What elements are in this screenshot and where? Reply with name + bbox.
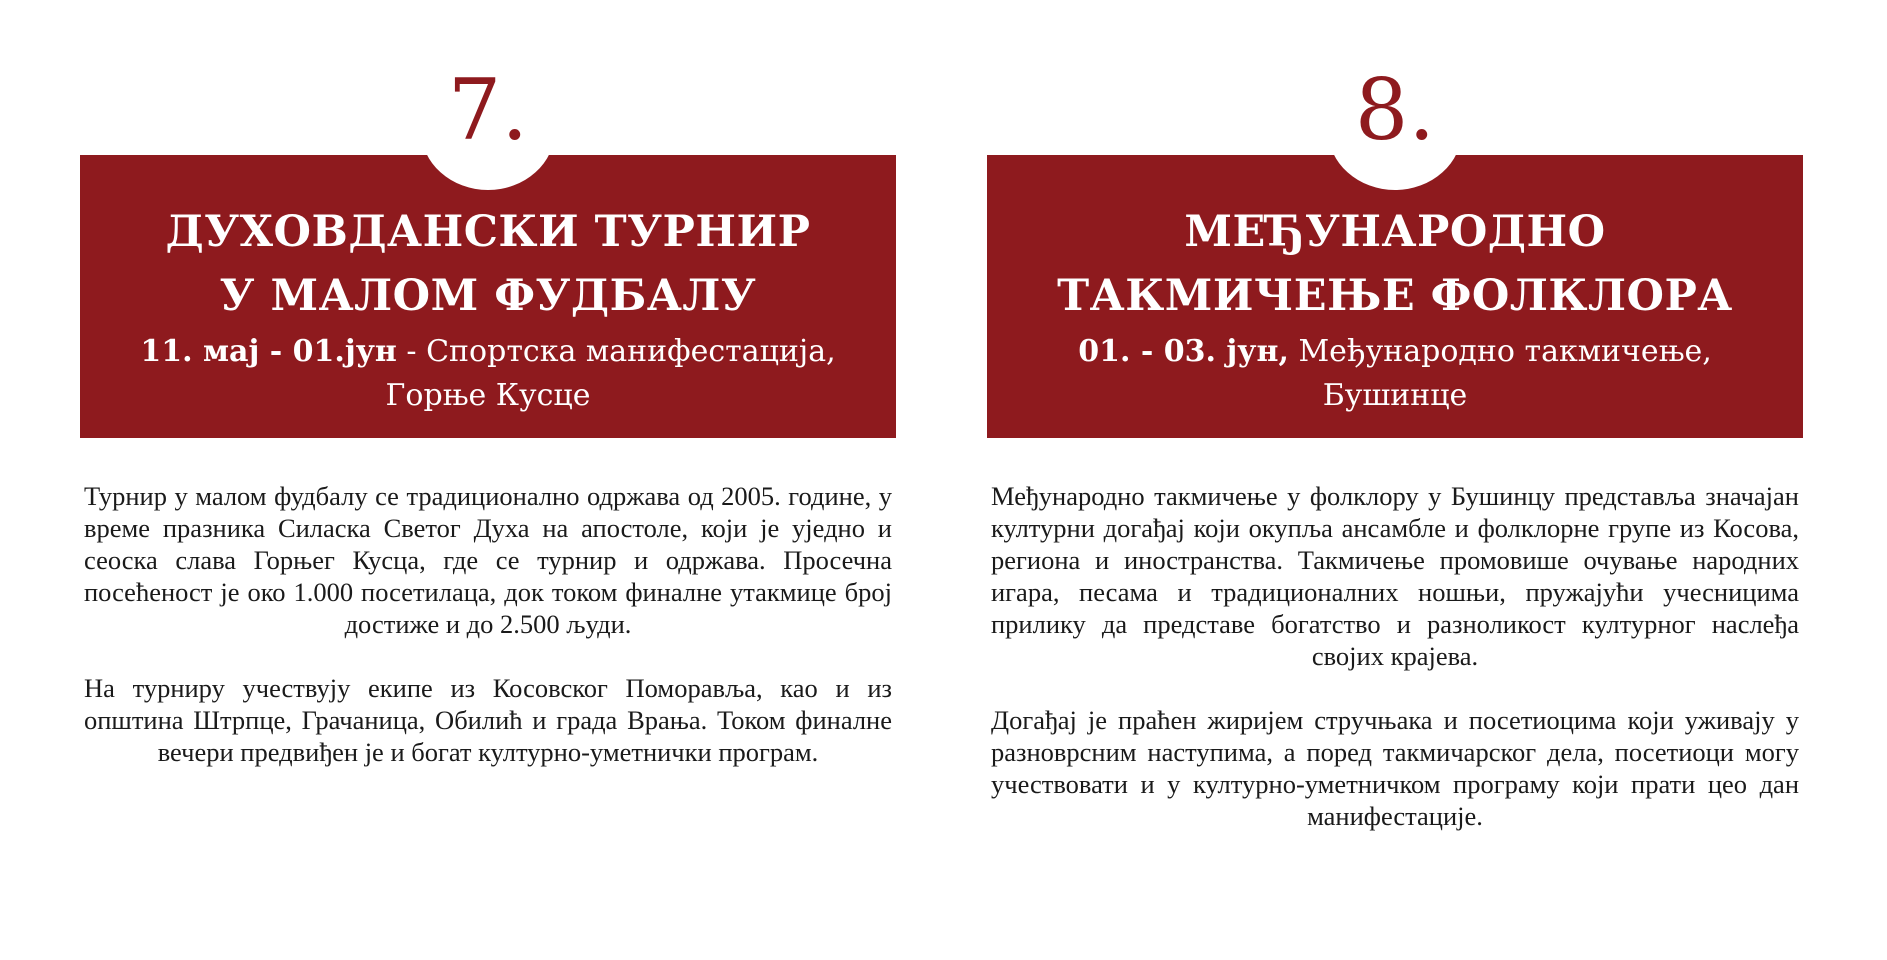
description-paragraph: На турниру учествују екипе из Косовског Поморавља, као и из општина Штрпце, Грачаница, Обилић и града Врања. Током финалне вечери предвиђен је и богат културно-уметнички програм.: [84, 673, 892, 767]
event-subtitle-line: [987, 330, 1803, 374]
event-card-8: [987, 0, 1803, 960]
event-card-7: [80, 0, 896, 960]
event-date: 01. - 03. јун,: [1078, 334, 1289, 369]
event-title: [987, 200, 1803, 328]
description-paragraph: Турнир у малом фудбалу се традиционално одржава од 2005. године, у време празника Силаска Светог Духа на апостоле, који је уједно и сеоска слава Горњег Кусца, где се турнир и одржава. Просечна посећеност је око 1.000 посетилаца, док током финалне утакмице број достиже и до 2.500 људи.: [84, 481, 892, 639]
event-number: 7.: [447, 61, 529, 159]
event-location: Горње Кусце: [385, 378, 591, 413]
event-title-line: ТАКМИЧЕЊЕ ФОЛКЛОРА: [1057, 271, 1733, 321]
description-paragraph: Међународно такмичење у фолклору у Бушинцу представља значајан културни догађај који окупља ансамбле и фолклорне групе из Косова, региона и иностранства. Такмичење промовише очување народних игара, песама и традиционалних ношњи, пружајући учесницима прилику да представе богатство и разноликост културног наслеђа својих крајева.: [991, 481, 1799, 671]
event-type: Међународно такмичење,: [1288, 334, 1712, 369]
event-title-line: ДУХОВДАНСКИ ТУРНИР: [165, 207, 811, 257]
event-title-line: У МАЛОМ ФУДБАЛУ: [219, 271, 757, 321]
event-number: 8.: [1354, 61, 1436, 159]
event-description: [84, 480, 892, 800]
event-type: - Спортска манифестација,: [396, 334, 836, 369]
banner-text: [987, 200, 1803, 418]
description-paragraph: Догађај је праћен жиријем стручњака и посетиоцима који уживају у разноврсним наступима, а поред такмичарског дела, посетиоци могу учествовати и у културно-уметничком програму који прати цео дан манифестације.: [991, 705, 1799, 831]
event-date: 11. мај - 01.јун: [140, 334, 397, 369]
event-subtitle: [80, 330, 896, 418]
event-subtitle: [987, 330, 1803, 418]
event-title: [80, 200, 896, 328]
event-description: [991, 480, 1799, 864]
event-location: Бушинце: [1322, 378, 1468, 413]
event-subtitle-line: [80, 330, 896, 374]
banner-text: [80, 200, 896, 418]
event-title-line: МЕЂУНАРОДНО: [1184, 207, 1606, 257]
